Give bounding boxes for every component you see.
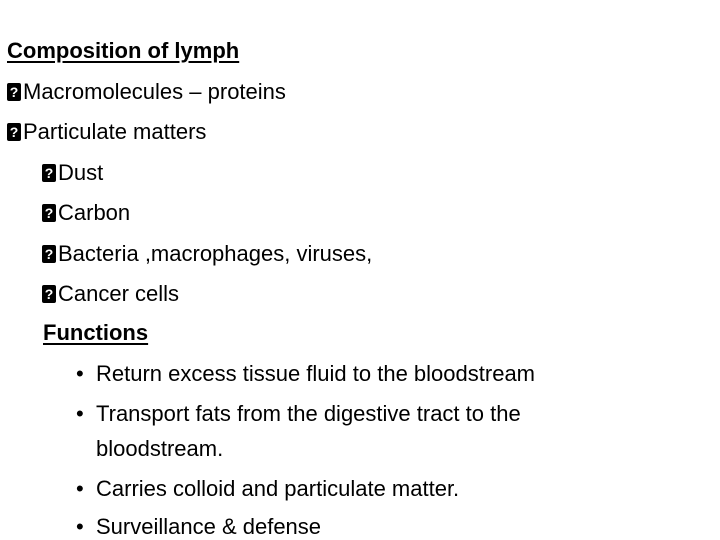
- bullet-dot-icon: •: [76, 361, 84, 386]
- functions-item-text: Return excess tissue fluid to the bloodstream: [96, 361, 536, 386]
- functions-item: [76, 361, 535, 387]
- functions-item-text: Carries colloid and particulate matter.: [96, 476, 460, 501]
- replacement-glyph-icon: [7, 83, 21, 101]
- functions-item: [76, 401, 521, 427]
- composition-subitem: [42, 241, 372, 267]
- composition-subitem-text: Carbon: [58, 200, 131, 225]
- bullet-dot-icon: •: [76, 401, 84, 426]
- replacement-glyph-icon: [42, 164, 56, 182]
- composition-item-text: Macromolecules – proteins: [23, 79, 286, 104]
- functions-item: [76, 514, 321, 540]
- replacement-glyph-icon: [42, 204, 56, 222]
- functions-heading: Functions: [43, 320, 149, 345]
- composition-subitem-text: Bacteria ,macrophages, viruses,: [58, 241, 373, 266]
- composition-subitem-text: Cancer cells: [58, 281, 180, 306]
- functions-item: [76, 476, 459, 502]
- composition-heading: Composition of lymph: [7, 38, 240, 63]
- composition-item: [7, 79, 286, 105]
- functions-item-text: Surveillance & defense: [96, 514, 322, 539]
- replacement-glyph-icon: [42, 245, 56, 263]
- bullet-dot-icon: •: [76, 476, 84, 501]
- composition-subitem: [42, 200, 130, 226]
- composition-subitem: [42, 160, 103, 186]
- composition-subitem: [42, 281, 179, 307]
- composition-item-text: Particulate matters: [23, 119, 207, 144]
- functions-item-text: bloodstream.: [96, 436, 224, 461]
- composition-item: [7, 119, 206, 145]
- bullet-dot-icon: •: [76, 514, 84, 539]
- replacement-glyph-icon: [7, 123, 21, 141]
- functions-item-text: Transport fats from the digestive tract to the: [96, 401, 521, 426]
- replacement-glyph-icon: [42, 285, 56, 303]
- functions-item-continuation: [96, 436, 223, 462]
- composition-subitem-text: Dust: [58, 160, 104, 185]
